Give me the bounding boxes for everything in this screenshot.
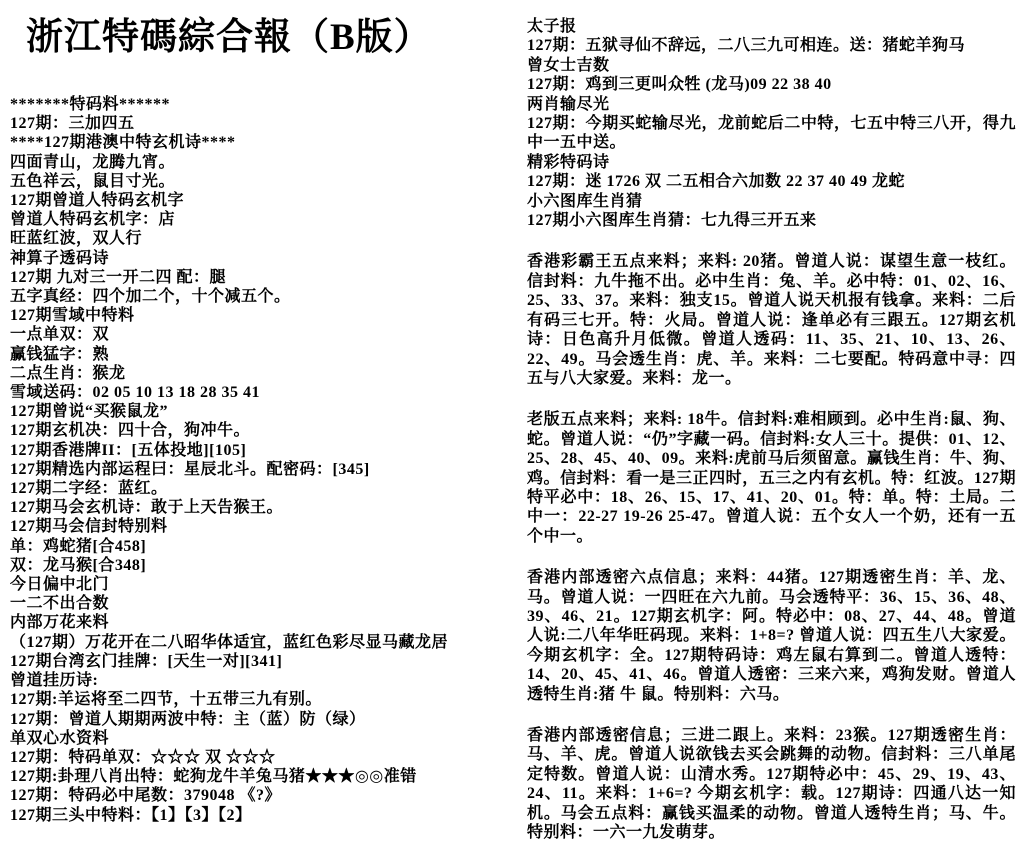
left-column-lines [10, 95, 492, 825]
right-column-lines [527, 17, 1016, 230]
document-line: 127期马会玄机诗：敢于上天告猴王。 [10, 499, 284, 517]
document-line: 曾道挂历诗: [10, 672, 99, 690]
document-line: 127期马会信封特别料 [10, 518, 168, 536]
document-line: 127期曾说“买猴鼠龙” [10, 403, 169, 421]
document-line: 赢钱猛字：熟 [10, 345, 110, 363]
document-line: 单双心水资料 [10, 729, 110, 747]
document-line: 雪域送码：02 05 10 13 18 28 35 41 [10, 384, 261, 402]
document-line: 小六图库生肖猜 [527, 192, 643, 210]
document-line: 127期曾道人特码玄机字 [10, 192, 185, 210]
document-line: 127期二字经：蓝红。 [10, 480, 168, 498]
document-line: 旺蓝红波，双人行 [10, 230, 143, 248]
document-line: 一点单双：双 [10, 326, 110, 344]
document-line: 今日偏中北门 [10, 576, 110, 594]
document-line: 127期：五狱寻仙不辞远，二八三九可相连。送：猪蛇羊狗马 [527, 37, 966, 55]
document-paragraph: 香港彩霸王五点来料；来料: 20猪。曾道人说：谋望生意一枝红。信封料：九牛拖不出。必中生肖：兔、羊。必中特：01、02、16、25、33、37。来料：独支15。曾道人说天机报有钱拿。来料：二后有码三七开。特：火局。曾道人说：逢单必有三跟五。127期玄机诗：日色高升月低微。曾道人透码：11、35、21、10、13、26、22、49。马会透生肖：虎、羊。来料：二七要配。特码意中寻：四五与八大家爱。来料：龙一。 [527, 253, 1016, 387]
document-line: 二点生肖：猴龙 [10, 364, 126, 382]
document-line: 127期精选内部运程曰：星辰北斗。配密码：[345] [10, 460, 370, 478]
document-line: 127期:羊运将至二四节，十五带三九有别。 [10, 691, 322, 709]
document-line: 四面青山，龙腾九宵。 [10, 153, 176, 171]
document-line: 127期：鸡到三更叫众牲 (龙马)09 22 38 40 [527, 76, 832, 94]
document-line: 一二不出合数 [10, 595, 110, 613]
document-line: 两肖输尽光 [527, 95, 610, 113]
document-line: 127期：三加四五 [10, 115, 135, 133]
document-line: 五字真经：四个加二个，十个减五个。 [10, 288, 291, 306]
document-line: 127期台湾玄门挂牌：[天生一对][341] [10, 652, 283, 670]
document-line: 精彩特码诗 [527, 153, 610, 171]
document-paragraph: 香港内部透密信息；三进二跟上。来料：23猴。127期透密生肖：马、羊、虎。曾道人说欲钱去买会跳舞的动物。信封料：三八单尾定特数。曾道人说：山清水秀。127期特必中：45、29、19、43、24、11。来料：1+6=? 今期玄机字：载。127期诗：四通八达一知机。马会五点料：赢钱买温柔的动物。曾道人透特生肖；马、牛。特别料：一六一九发萌芽。 [527, 727, 1016, 842]
left-column [10, 95, 492, 825]
document-line: ****127期港澳中特玄机诗**** [10, 134, 236, 152]
document-line: 127期：迷 1726 双 二五相合六加数 22 37 40 49 龙蛇 [527, 173, 906, 191]
document-line: 127期：曾道人期期两波中特：主（蓝）防（绿） [10, 710, 366, 728]
document-line: 127期：特码必中尾数：379048 《?》 [10, 787, 282, 805]
document-line: 127期三头中特料：【1】【3】【2】 [10, 806, 252, 824]
document-line: 127期 九对三一开二四 配：腿 [10, 268, 227, 286]
document-line: 五色祥云，鼠目寸光。 [10, 172, 176, 190]
document-line: 双：龙马猴[合348] [10, 556, 147, 574]
document-line: 127期小六图库生肖猜：七九得三开五来 [527, 212, 817, 230]
page-title: 浙江特碼綜合報（B版） [26, 17, 432, 58]
document-line: 127期玄机决：四十合，狗冲牛。 [10, 422, 251, 440]
document-line: 127期：今期买蛇输尽光，龙前蛇后二中特，七五中特三八开，得九中一五中送。 [527, 115, 1016, 152]
document-line: *******特码料****** [10, 96, 171, 113]
document-line: 太子报 [527, 18, 577, 35]
document-line: 曾道人特码玄机字：店 [10, 211, 176, 229]
document-paragraph: 香港内部透密六点信息；来料：44猪。127期透密生肖：羊、龙、马。曾道人说：一四旺在六九前。马会透特平：36、15、36、48、39、46、21。127期玄机字：阿。特必中：08、27、44、48。曾道人说:二八年华旺码现。来料：1+8=? 曾道人说：四五生八大家爱。今期玄机字：全。127期特码诗：鸡左鼠右算到二。曾道人透特：14、20、45、41、46。曾道人透密：三来六来，鸡狗发财。曾道人透特生肖:猪 牛 鼠。特别料：六马。 [527, 569, 1016, 703]
document-line: 内部万花来料 [10, 614, 110, 632]
document-paragraph: 老版五点来料；来料: 18牛。信封料:难相顾到。必中生肖:鼠、狗、蛇。曾道人说：“仍”字藏一码。信封料:女人三十。提供：01、12、25、28、45、40、09。来料:虎前马后须留意。赢钱生肖：牛、狗、鸡。信封料：看一是三正四时，五三之内有玄机。特：红波。127期特平必中：18、26、15、17、41、20、01。特：单。特：土局。二中一：22-27 19-26 25-47。曾道人说：五个女人一个奶，还有一五个中一。 [527, 411, 1016, 545]
document-line: 神算子透码诗 [10, 249, 110, 267]
document-line: 127期:卦理八肖出特：蛇狗龙牛羊兔马猪★★★◎◎准错 [10, 768, 417, 786]
right-column-paragraphs [527, 252, 1016, 842]
document-line: 曾女士吉数 [527, 56, 610, 74]
document-line: 127期香港牌II：[五体投地][105] [10, 441, 247, 459]
document-line: 单：鸡蛇猪[合458] [10, 537, 147, 555]
right-column [527, 17, 1016, 842]
document-line: 127期：特码单双：☆☆☆ 双 ☆☆☆ [10, 748, 276, 766]
document-line: 127期雪域中特料 [10, 307, 135, 325]
document-line: （127期）万花开在二八昭华体适宜，蓝红色彩尽显马藏龙居 [10, 633, 449, 651]
